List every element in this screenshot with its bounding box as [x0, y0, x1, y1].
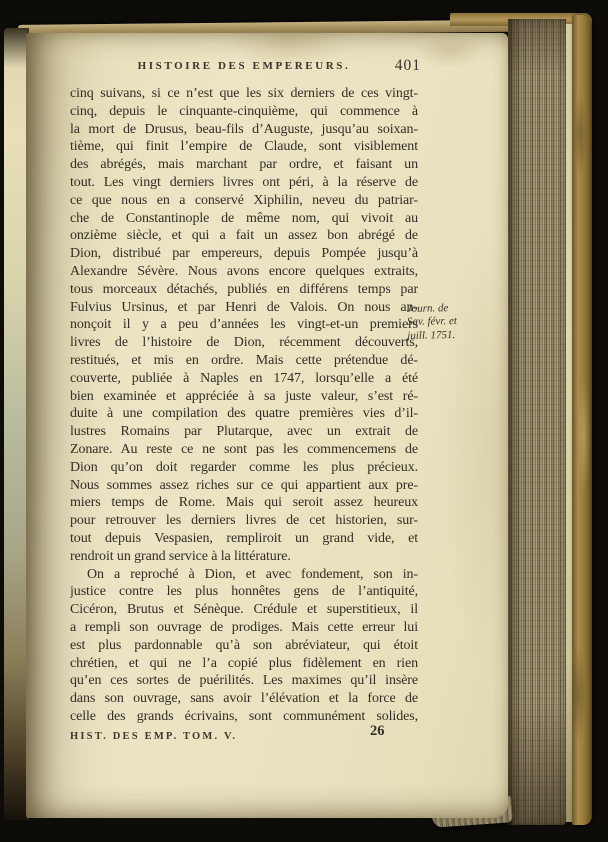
body-line: couverte, publiée à Naples en 1747, lorsqu’elle a été	[70, 370, 418, 386]
body-line: tout. Les vingt derniers livres ont péri, à la réserve de	[70, 174, 418, 190]
body-line: des abrégés, mais marchant par ordre, et faisant un	[70, 157, 418, 173]
body-line: tous morceaux détachés, publiés en différens temps par	[70, 281, 418, 297]
body-line: On a reproché à Dion, et avec fondement, son in-	[87, 566, 418, 582]
page-footer	[70, 723, 418, 742]
margin-note	[407, 301, 508, 343]
body-line: Zonare. Au reste ce ne sont pas les commencemens de	[70, 441, 418, 457]
signature-title: HIST. DES EMP. TOM. V.	[70, 731, 238, 742]
body-line: tout depuis Vespasien, rempliroit un grand vide, et	[70, 530, 418, 546]
body-line: rendroit un grand service à la littérature.	[70, 548, 291, 564]
margin-note-line: Sav. févr. et	[406, 315, 457, 329]
body-line: Dion, distribué par empereurs, depuis Pompée jusqu’à	[70, 246, 418, 262]
body-line: justice contre les plus honnêtes gens de l’antiquité,	[70, 584, 418, 600]
page-header	[70, 57, 421, 78]
body-line: cinq suivans, si ce n’est que les six derniers de ces vingt-	[70, 86, 418, 101]
body-line: Cicéron, Brutus et Sénèque. Crédule et superstitieux, il	[70, 602, 418, 618]
body-line: miers temps de Rome. Mais qui seroit assez heureux	[70, 495, 418, 511]
margin-note-line: Journ. de	[406, 302, 449, 315]
body-line: pour retrouver les derniers livres de cet historien, sur-	[70, 513, 418, 529]
running-title: HISTOIRE DES EMPEREURS.	[137, 60, 351, 72]
sheet-number: 26	[370, 723, 385, 739]
body-line: lustres Romains par Plutarque, avec un extrait de	[70, 424, 418, 440]
body-line: nonçoit il y a peu d’années les vingt-et-un premiers	[70, 317, 418, 333]
body-line: duite à une compilation des quatre premières vies d’il-	[70, 406, 418, 422]
body-line: Dion qu’on doit regarder comme les plus précieux.	[70, 459, 418, 475]
body-line: dans son ouvrage, sans avoir l’élévation et la force de	[70, 691, 418, 707]
page-number: 401	[394, 57, 421, 74]
body-line: qu’en ces sortes de puérilités. Les maximes qu’il insère	[70, 673, 418, 689]
body-line: est plus pardonnable qu’à son abréviateur, qui étoit	[70, 637, 418, 653]
fore-edge-page-stack	[508, 19, 566, 825]
body-line: Nous sommes assez riches sur ce qui appartient aux pre-	[70, 477, 418, 493]
body-line: restitués, et mis en ordre. Mais cette prétendue dé-	[70, 352, 418, 368]
body-line: la mort de Drusus, beau-fils d’Auguste, jusqu’au soixan-	[70, 121, 418, 137]
body-text	[70, 85, 418, 726]
body-line: tième, qui finit l’empire de Claude, sont visiblement	[70, 139, 418, 155]
margin-note-line: juill. 1751.	[407, 328, 456, 342]
body-line: livres de l’histoire de Dion, récemment découverts,	[70, 335, 418, 351]
body-line: celle des grands écrivains, sont communément solides,	[70, 708, 418, 724]
body-line: Fulvius Ursinus, et par Henri de Valois. On nous an-	[70, 299, 418, 315]
book-page	[26, 33, 508, 818]
body-line: onzième siècle, et qui a fait un assez bon abrégé de	[70, 228, 418, 244]
body-line: che de Constantinople de même nom, qui vivoit au	[70, 210, 418, 226]
body-line: Alexandre Sévère. Nous avons encore quelques extraits,	[70, 263, 418, 279]
body-line: cinq, depuis le cinquante-cinquième, qui commence à	[70, 103, 418, 119]
body-line: ce que nous en a conservé Xiphilin, neveu du patriar-	[70, 192, 418, 208]
book-cover-board	[572, 15, 592, 825]
body-line: bien examinée et appréciée à sa juste valeur, s’est ré-	[70, 388, 418, 404]
body-line: a rempli son ouvrage de prodiges. Mais cette erreur lui	[70, 619, 418, 635]
body-line: chrétien, et qui ne l’a copié plus fidèlement en rien	[70, 655, 418, 671]
